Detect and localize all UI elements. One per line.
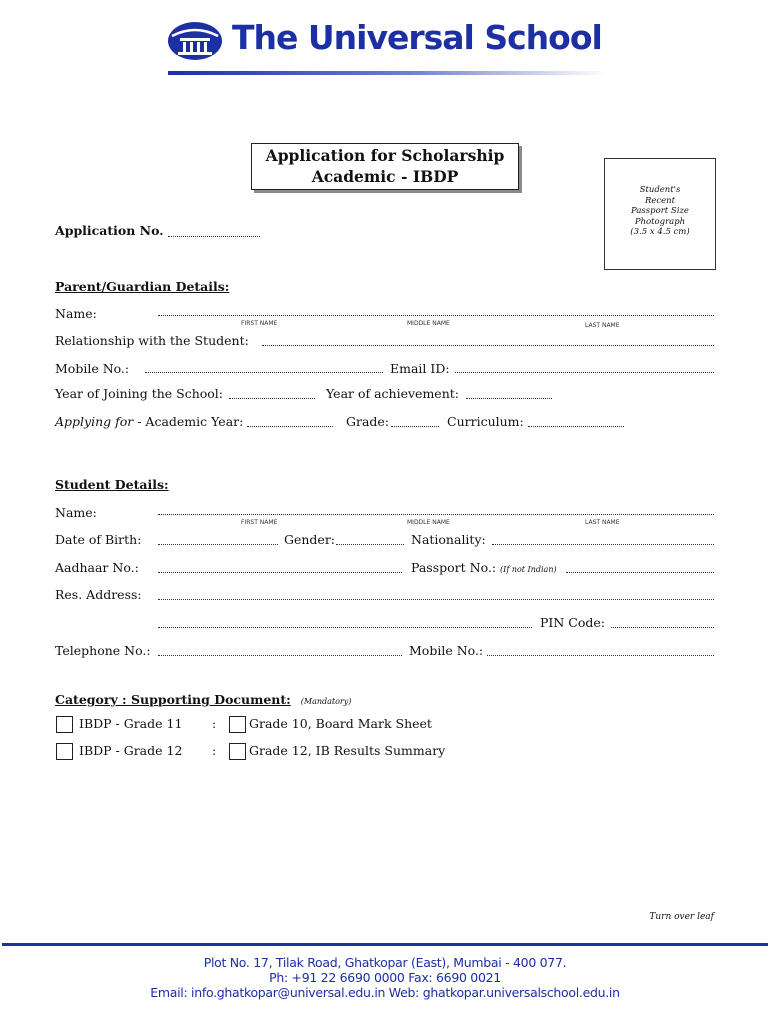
last-name-caption: LAST NAME [585,322,620,329]
nationality-label: Nationality: [411,532,486,547]
photo-caption-line: Photograph [634,216,686,227]
application-no-label: Application No. [55,223,164,238]
aadhaar-field[interactable] [158,572,402,573]
category-heading: Category : Supporting Document: [55,692,291,707]
student-name-field[interactable] [158,514,714,515]
gender-field[interactable] [336,544,404,545]
student-name-label: Name: [55,505,97,520]
passport-field[interactable] [566,572,714,573]
footer-address: Plot No. 17, Tilak Road, Ghatkopar (East), Mumbai - 400 077. [203,955,567,970]
address-field-line2[interactable] [158,627,532,628]
application-no-field[interactable] [168,236,260,237]
mandatory-note: (Mandatory) [300,697,352,706]
grade-12-label: IBDP - Grade 12 [79,743,183,758]
email-label: Email ID: [390,361,450,376]
grade-12-results-checkbox[interactable] [229,743,246,760]
grade-11-checkbox[interactable] [56,716,73,733]
form-title-box [251,143,519,190]
address-field-line1[interactable] [158,599,714,600]
parent-name-field[interactable] [158,315,714,316]
form-title-line2: Academic - IBDP [311,167,459,186]
dob-field[interactable] [158,544,278,545]
footer-phone: Ph: +91 22 6690 0000 Fax: 6690 0021 [269,970,501,985]
curriculum-label: Curriculum: [447,414,524,429]
passport-label [411,560,557,575]
footer-rule [2,943,768,946]
last-name-caption: LAST NAME [585,519,620,526]
school-name: The Universal School [232,18,602,57]
address-label: Res. Address: [55,587,142,602]
category-heading-row [55,692,351,707]
form-title-line1: Application for Scholarship [265,146,505,165]
grade-field[interactable] [391,426,439,427]
pin-code-label: PIN Code: [540,615,605,630]
parent-mobile-field[interactable] [145,372,383,373]
parent-mobile-label: Mobile No.: [55,361,130,376]
academic-year-field[interactable] [247,426,333,427]
academic-year-label: - Academic Year: [137,414,244,429]
telephone-label: Telephone No.: [55,643,151,658]
curriculum-field[interactable] [528,426,624,427]
footer-contact: Email: info.ghatkopar@universal.edu.in Web: ghatkopar.universalschool.edu.in [150,985,620,1000]
row-separator: : [212,716,217,731]
year-joining-field[interactable] [229,398,315,399]
parent-heading: Parent/Guardian Details: [55,279,230,294]
row-separator: : [212,743,217,758]
email-field[interactable] [455,372,714,373]
year-achievement-field[interactable] [466,398,552,399]
relationship-label: Relationship with the Student: [55,333,249,348]
relationship-field[interactable] [262,345,714,346]
applying-for-label: Applying for [55,414,134,429]
student-mobile-label: Mobile No.: [409,643,484,658]
pin-code-field[interactable] [611,627,714,628]
dob-label: Date of Birth: [55,532,142,547]
grade-label: Grade: [346,414,390,429]
photo-caption-line: (3.5 x 4.5 cm) [630,227,690,237]
student-mobile-field[interactable] [487,655,714,656]
grade-11-label: IBDP - Grade 11 [79,716,183,731]
photo-caption-line: Recent [644,195,676,206]
gender-label: Gender: [284,532,336,547]
photo-box [604,158,716,270]
passport-note: (If not Indian) [500,565,557,574]
year-joining-label: Year of Joining the School: [55,386,224,401]
aadhaar-label: Aadhaar No.: [55,560,139,575]
grade-10-marksheet-label: Grade 10, Board Mark Sheet [249,716,432,731]
parent-name-label: Name: [55,306,97,321]
year-achievement-label: Year of achievement: [326,386,459,401]
school-logo-icon [166,20,224,62]
middle-name-caption: MIDDLE NAME [407,320,450,327]
grade-10-marksheet-checkbox[interactable] [229,716,246,733]
photo-caption-line: Student's [639,185,681,195]
grade-12-results-label: Grade 12, IB Results Summary [249,743,446,758]
grade-12-checkbox[interactable] [56,743,73,760]
turn-over-note: Turn over leaf [649,912,714,922]
student-heading: Student Details: [55,477,169,492]
header-rule [168,71,608,75]
photo-caption-line: Passport Size [631,206,689,216]
telephone-field[interactable] [158,655,402,656]
middle-name-caption: MIDDLE NAME [407,519,450,526]
nationality-field[interactable] [492,544,714,545]
applying-for-row [55,414,243,429]
passport-label-text: Passport No.: [411,560,497,575]
first-name-caption: FIRST NAME [241,320,278,327]
first-name-caption: FIRST NAME [241,519,278,526]
